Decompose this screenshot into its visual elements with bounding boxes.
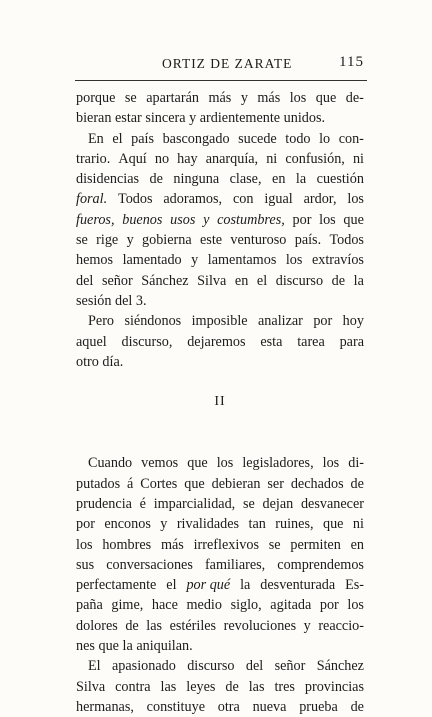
text-line xyxy=(76,697,364,717)
word: gobierna xyxy=(142,232,192,249)
word: no xyxy=(154,150,170,167)
word: en xyxy=(350,536,364,553)
word: tan xyxy=(248,516,266,533)
text-line xyxy=(76,169,364,189)
word: que xyxy=(187,455,208,472)
spacer xyxy=(76,372,364,392)
word: permiten xyxy=(290,536,341,553)
text-line xyxy=(76,575,364,595)
word: paña xyxy=(76,597,103,614)
word: prudencia xyxy=(76,495,132,512)
word: más xyxy=(257,90,281,106)
word: lamentamos xyxy=(207,252,277,269)
word: leyes xyxy=(186,678,216,695)
word: usos xyxy=(170,211,196,228)
word: En xyxy=(88,130,104,147)
word: dejan xyxy=(262,495,294,512)
word: de xyxy=(149,171,163,188)
word: de xyxy=(225,678,239,695)
header-rule xyxy=(75,80,367,81)
word: hombres xyxy=(102,536,152,553)
word: dechados xyxy=(290,475,344,492)
word: Todos xyxy=(329,232,364,249)
word: por xyxy=(319,597,339,614)
text-line xyxy=(76,656,364,676)
text-line xyxy=(76,474,364,494)
word: en xyxy=(272,171,286,188)
word: debieran xyxy=(211,475,261,492)
word: ardientemente xyxy=(199,110,281,127)
text-line xyxy=(76,535,364,555)
word: más xyxy=(208,90,232,106)
paragraph xyxy=(76,129,364,312)
word: la xyxy=(295,171,307,188)
word: buenos xyxy=(122,211,163,228)
word: esta xyxy=(260,333,283,350)
word: porque xyxy=(76,90,116,106)
word: imparcialidad, xyxy=(153,495,236,512)
word: país xyxy=(131,130,154,147)
word: venturoso xyxy=(230,232,287,249)
word: Todos xyxy=(118,191,153,208)
word: las xyxy=(248,678,265,695)
word: familiares, xyxy=(204,556,266,573)
word: foral. xyxy=(76,191,108,208)
word: Aquí xyxy=(118,150,147,167)
word: y xyxy=(126,232,134,249)
word: por xyxy=(313,313,333,330)
word: señor xyxy=(274,658,306,675)
word: lamentado xyxy=(122,252,182,269)
word: dolores xyxy=(76,617,118,634)
word: con xyxy=(232,191,254,208)
word: prueba xyxy=(299,698,338,715)
word: y xyxy=(203,211,210,228)
text-line xyxy=(76,250,364,270)
word: por xyxy=(76,516,95,533)
word: en xyxy=(234,272,249,289)
word: los xyxy=(216,455,234,472)
word: lo xyxy=(319,130,331,147)
word: tres xyxy=(274,678,295,695)
word: del xyxy=(245,658,264,675)
word: imposible xyxy=(191,313,248,330)
word: y xyxy=(191,252,199,269)
text-line xyxy=(76,88,364,108)
word: ninguna xyxy=(173,171,220,188)
word: el xyxy=(112,130,123,147)
word: de- xyxy=(345,90,364,106)
paragraph xyxy=(76,311,364,372)
word: que xyxy=(315,90,337,106)
word: á xyxy=(127,475,134,492)
word: los xyxy=(285,252,303,269)
word: con- xyxy=(338,130,364,147)
word: unidos. xyxy=(283,110,326,127)
word: ni xyxy=(266,150,278,167)
word: otra xyxy=(217,698,240,715)
word: adoramos, xyxy=(163,191,223,208)
word: Sánchez xyxy=(141,272,189,289)
text-line xyxy=(76,352,364,372)
spacer xyxy=(76,433,364,453)
page-header xyxy=(78,54,364,74)
word: y xyxy=(189,110,197,127)
word: discurso, xyxy=(121,333,173,350)
text-line xyxy=(76,271,364,291)
word: país. xyxy=(294,232,322,249)
word: y xyxy=(303,617,311,634)
word: cuestión xyxy=(316,171,364,188)
word: gime, xyxy=(111,597,144,614)
word: aquel xyxy=(76,333,107,350)
word: fueros, xyxy=(76,211,115,228)
word: enconos xyxy=(104,516,151,533)
word: irreflexivos xyxy=(193,536,259,553)
word: é xyxy=(139,495,146,512)
word: este xyxy=(200,232,223,249)
word: estar xyxy=(115,110,142,127)
word: sesión xyxy=(76,292,112,309)
word: hemos xyxy=(76,252,114,269)
word: de xyxy=(125,617,139,634)
word: la xyxy=(353,272,364,289)
word: apasionado xyxy=(111,658,176,675)
word: igual xyxy=(264,191,293,208)
word: rivalidades xyxy=(176,516,240,533)
paragraph xyxy=(76,88,364,129)
word: los xyxy=(347,191,364,208)
word: de xyxy=(350,475,364,492)
word: estériles xyxy=(169,617,217,634)
word: costumbres, xyxy=(217,211,285,228)
word: del xyxy=(115,292,133,309)
word: para xyxy=(339,333,364,350)
word: legisladores, xyxy=(242,455,314,472)
word: Cortes xyxy=(140,475,178,492)
text-line xyxy=(76,453,364,473)
word: perfectamente xyxy=(76,577,157,594)
word: anarquía, xyxy=(205,150,259,167)
word: la xyxy=(240,577,251,594)
word: ni xyxy=(352,516,364,533)
text-line xyxy=(76,636,364,656)
word: Es- xyxy=(345,577,364,594)
word: 3. xyxy=(135,292,147,309)
word: señor xyxy=(101,272,133,289)
word: bieran xyxy=(76,110,112,127)
word: agitada xyxy=(270,597,312,614)
word: nueva xyxy=(252,698,287,715)
word: disidencias xyxy=(76,171,140,188)
word: siglo, xyxy=(230,597,262,614)
word: los xyxy=(76,536,93,553)
section-number: II xyxy=(214,394,226,410)
word: más xyxy=(160,536,184,553)
word: se xyxy=(124,90,137,106)
word: todo xyxy=(285,130,311,147)
word: medio xyxy=(186,597,222,614)
text-line xyxy=(76,311,364,331)
word: sincera xyxy=(145,110,186,127)
word: día. xyxy=(102,353,124,370)
word: discurso xyxy=(275,272,324,289)
text-line xyxy=(76,149,364,169)
word: ardor, xyxy=(303,191,337,208)
word: los xyxy=(347,597,364,614)
word: hermanas, xyxy=(76,698,134,715)
word: Pero xyxy=(88,313,115,330)
word: confusión, xyxy=(285,150,345,167)
page-number: 115 xyxy=(339,54,364,70)
word: la xyxy=(122,638,133,655)
word: los xyxy=(319,211,336,228)
text-line xyxy=(76,189,364,209)
word: por xyxy=(292,211,312,228)
word: Silva xyxy=(76,678,106,695)
word: discurso xyxy=(187,658,235,675)
text-line xyxy=(76,291,364,311)
word: se xyxy=(242,495,255,512)
word: siéndonos xyxy=(124,313,182,330)
word: y xyxy=(240,90,248,106)
word: Silva xyxy=(197,272,227,289)
word: se xyxy=(76,232,88,249)
word: comprendemos xyxy=(277,556,364,573)
text-line xyxy=(76,616,364,636)
text-line xyxy=(76,555,364,575)
word: revoluciones xyxy=(223,617,297,634)
paragraph xyxy=(76,656,364,717)
word: clase, xyxy=(229,171,262,188)
word: que xyxy=(343,211,364,228)
word: dejaremos xyxy=(187,333,246,350)
text-line xyxy=(76,595,364,615)
text-line xyxy=(76,677,364,697)
word: el xyxy=(166,577,177,594)
word: los xyxy=(322,455,340,472)
text-line xyxy=(76,108,364,128)
text-line xyxy=(76,230,364,250)
word: contra xyxy=(115,678,151,695)
word: que xyxy=(184,475,205,492)
word: las xyxy=(146,617,163,634)
word: trario. xyxy=(76,150,111,167)
word: nes xyxy=(76,638,95,655)
word: extravíos xyxy=(311,252,364,269)
text-line xyxy=(76,129,364,149)
word: Sánchez xyxy=(316,658,364,675)
word: sucede xyxy=(238,130,277,147)
word: hace xyxy=(151,597,178,614)
word: rige xyxy=(96,232,119,249)
paragraph xyxy=(76,453,364,656)
text-line xyxy=(76,332,364,352)
word: ruines, xyxy=(275,516,314,533)
word: di- xyxy=(348,455,364,472)
body-text xyxy=(76,88,364,717)
word: desventurada xyxy=(260,577,336,594)
word: ser xyxy=(267,475,284,492)
word: desvanecer xyxy=(300,495,364,512)
word: bascongado xyxy=(162,130,230,147)
word: putados xyxy=(76,475,121,492)
text-line xyxy=(76,514,364,534)
word: conversaciones xyxy=(106,556,193,573)
word: reaccio- xyxy=(318,617,364,634)
word: sus xyxy=(76,556,95,573)
word: los xyxy=(289,90,307,106)
word: de xyxy=(331,272,346,289)
word: tarea xyxy=(297,333,325,350)
word: hay xyxy=(177,150,198,167)
text-line xyxy=(76,210,364,230)
word: aniquilan. xyxy=(136,638,193,655)
running-head: ORTIZ DE ZARATE xyxy=(162,56,293,71)
word: vemos xyxy=(141,455,179,472)
word: El xyxy=(88,658,101,675)
word: analizar xyxy=(258,313,303,330)
word: otro xyxy=(76,353,99,370)
word: que xyxy=(98,638,119,655)
word: provincias xyxy=(304,678,364,695)
word: ni xyxy=(352,150,364,167)
word: del xyxy=(76,272,94,289)
text-line xyxy=(76,494,364,514)
word: constituye xyxy=(146,698,205,715)
word: por qué xyxy=(186,577,231,594)
word: hoy xyxy=(342,313,364,330)
word: se xyxy=(268,536,281,553)
word: de xyxy=(350,698,364,715)
word: apartarán xyxy=(146,90,199,106)
word: que xyxy=(322,516,344,533)
word: y xyxy=(160,516,168,533)
word: Cuando xyxy=(88,455,133,472)
word: el xyxy=(256,272,268,289)
word: las xyxy=(160,678,177,695)
